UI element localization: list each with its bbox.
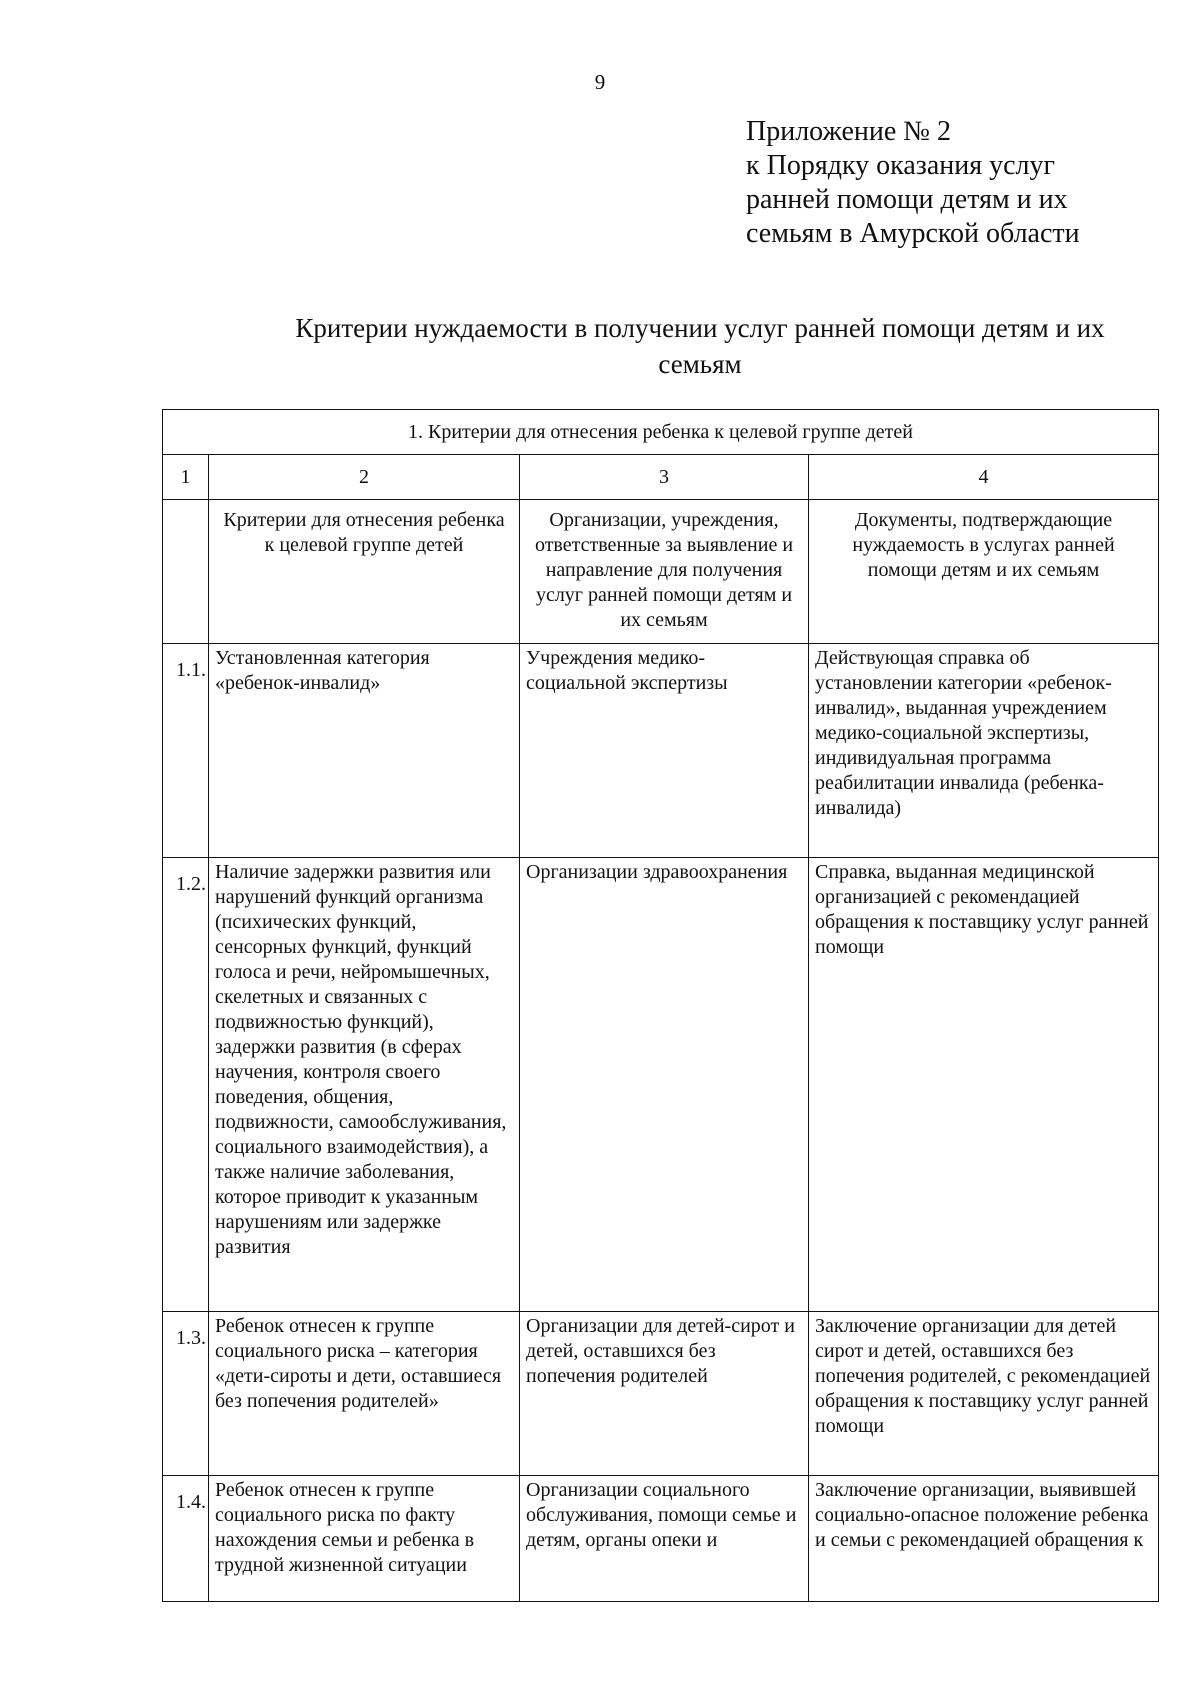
organizations-cell: Учреждения медико-социальной экспертизы — [520, 644, 809, 858]
documents-cell: Действующая справка об установлении категории «ребенок-инвалид», выданная учреждением медико-социальной экспертизы, индивидуальная программа реабилитации инвалида (ребенка-инвалида) — [809, 644, 1159, 858]
organizations-cell: Организации социального обслуживания, помощи семье и детям, органы опеки и — [520, 1476, 809, 1602]
document-title — [220, 310, 1180, 382]
column-number: 3 — [520, 455, 809, 500]
table-row — [163, 858, 1159, 1312]
title-line: семьям — [658, 349, 742, 379]
documents-cell: Заключение организации, выявившей социально-опасное положение ребенка и семьи с рекомендацией обращения к — [809, 1476, 1159, 1602]
organizations-cell: Организации здравоохранения — [520, 858, 809, 1312]
column-header-row — [163, 500, 1159, 644]
title-line: Критерии нуждаемости в получении услуг ранней помощи детям и их — [295, 313, 1105, 343]
appendix-line: семьям в Амурской области — [746, 218, 1080, 249]
column-number: 1 — [163, 455, 209, 500]
page-number: 9 — [594, 70, 606, 94]
table-row — [163, 1476, 1159, 1602]
column-number: 4 — [809, 455, 1159, 500]
row-number: 1.4. — [163, 1476, 209, 1602]
column-header-documents: Документы, подтверждающие нуждаемость в услугах ранней помощи детям и их семьям — [809, 500, 1159, 644]
criterion-cell: Установленная категория «ребенок-инвалид» — [209, 644, 520, 858]
row-number: 1.2. — [163, 858, 209, 1312]
row-number: 1.3. — [163, 1312, 209, 1476]
documents-cell: Заключение организации для детей сирот и детей, оставшихся без попечения родителей, с рекомендацией обращения к поставщику услуг ранней помощи — [809, 1312, 1159, 1476]
column-header-empty — [163, 500, 209, 644]
organizations-cell: Организации для детей-сирот и детей, оставшихся без попечения родителей — [520, 1312, 809, 1476]
table-row — [163, 1312, 1159, 1476]
criterion-cell: Ребенок отнесен к группе социального риска – категория «дети-сироты и дети, оставшиеся без попечения родителей» — [209, 1312, 520, 1476]
documents-cell: Справка, выданная медицинской организацией с рекомендацией обращения к поставщику услуг ранней помощи — [809, 858, 1159, 1312]
column-number: 2 — [209, 455, 520, 500]
table-section-row — [163, 410, 1159, 455]
appendix-heading — [746, 115, 1080, 251]
appendix-line: ранней помощи детям и их — [746, 184, 1068, 215]
section-header: 1. Критерии для отнесения ребенка к целевой группе детей — [163, 410, 1159, 455]
appendix-line: Приложение № 2 — [746, 116, 951, 147]
column-number-row — [163, 455, 1159, 500]
table-row — [163, 644, 1159, 858]
row-number: 1.1. — [163, 644, 209, 858]
criterion-cell: Наличие задержки развития или нарушений функций организма (психических функций, сенсорных функций, функций голоса и речи, нейромышечных, скелетных и связанных с подвижностью функций), задержки развития (в сферах научения, контроля своего поведения, общения, подвижности, самообслуживания, социального взаимодействия), а также наличие заболевания, которое приводит к указанным нарушениям или задержке развития — [209, 858, 520, 1312]
column-header-criteria: Критерии для отнесения ребенка к целевой группе детей — [209, 500, 520, 644]
criterion-cell: Ребенок отнесен к группе социального риска по факту нахождения семьи и ребенка в трудной жизненной ситуации — [209, 1476, 520, 1602]
criteria-table — [162, 409, 1159, 1602]
appendix-line: к Порядку оказания услуг — [746, 150, 1055, 181]
column-header-organizations: Организации, учреждения, ответственные за выявление и направление для получения услуг ранней помощи детям и их семьям — [520, 500, 809, 644]
